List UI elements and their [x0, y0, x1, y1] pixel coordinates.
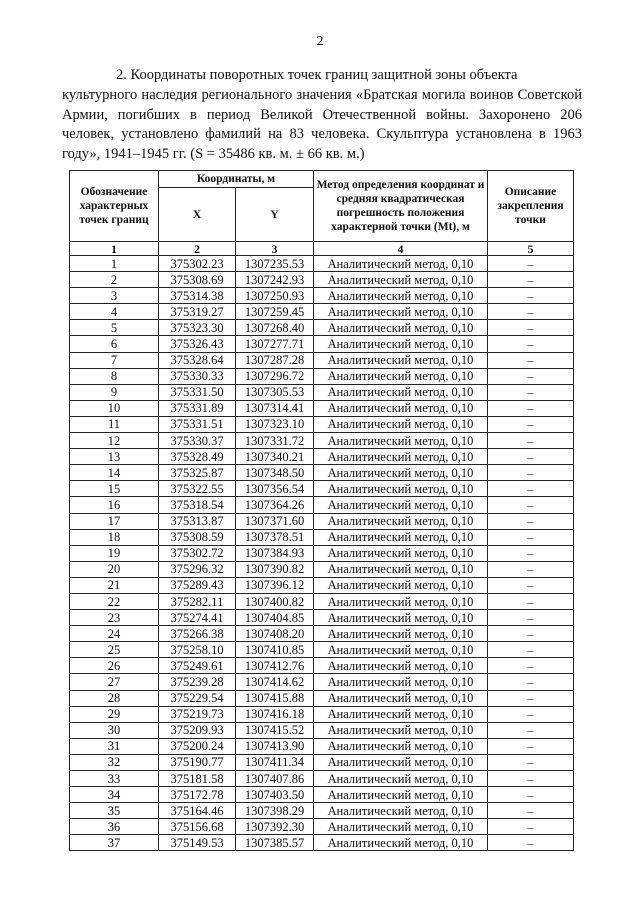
x-coordinate: 375314.38 — [159, 288, 236, 304]
method-cell: Аналитический метод, 0,10 — [314, 722, 488, 738]
table-row — [70, 819, 574, 835]
method-cell: Аналитический метод, 0,10 — [314, 352, 488, 368]
fixing-cell: – — [488, 513, 574, 529]
point-id: 36 — [70, 819, 159, 835]
method-cell: Аналитический метод, 0,10 — [314, 674, 488, 690]
x-coordinate: 375149.53 — [159, 835, 236, 851]
method-cell: Аналитический метод, 0,10 — [314, 384, 488, 400]
method-cell: Аналитический метод, 0,10 — [314, 738, 488, 754]
point-id: 33 — [70, 771, 159, 787]
x-coordinate: 375319.27 — [159, 304, 236, 320]
method-cell: Аналитический метод, 0,10 — [314, 272, 488, 288]
header-coordinates: Координаты, м — [159, 171, 314, 188]
point-id: 5 — [70, 320, 159, 336]
y-coordinate: 1307305.53 — [236, 384, 314, 400]
y-coordinate: 1307287.28 — [236, 352, 314, 368]
fixing-cell: – — [488, 787, 574, 803]
point-id: 24 — [70, 626, 159, 642]
y-coordinate: 1307242.93 — [236, 272, 314, 288]
table-row — [70, 400, 574, 416]
point-id: 20 — [70, 561, 159, 577]
x-coordinate: 375330.37 — [159, 433, 236, 449]
table-row — [70, 433, 574, 449]
method-cell: Аналитический метод, 0,10 — [314, 256, 488, 272]
table-row — [70, 706, 574, 722]
method-cell: Аналитический метод, 0,10 — [314, 465, 488, 481]
fixing-cell: – — [488, 497, 574, 513]
y-coordinate: 1307396.12 — [236, 577, 314, 593]
point-id: 2 — [70, 272, 159, 288]
method-cell: Аналитический метод, 0,10 — [314, 593, 488, 609]
point-id: 26 — [70, 658, 159, 674]
y-coordinate: 1307356.54 — [236, 481, 314, 497]
fixing-cell: – — [488, 256, 574, 272]
y-coordinate: 1307400.82 — [236, 593, 314, 609]
x-coordinate: 375308.69 — [159, 272, 236, 288]
table-row — [70, 787, 574, 803]
point-id: 28 — [70, 690, 159, 706]
table-row — [70, 481, 574, 497]
y-coordinate: 1307415.52 — [236, 722, 314, 738]
header-fixing: Описание закрепления точки — [488, 171, 574, 242]
point-id: 8 — [70, 368, 159, 384]
x-coordinate: 375302.23 — [159, 256, 236, 272]
fixing-cell: – — [488, 352, 574, 368]
table-row — [70, 465, 574, 481]
point-id: 7 — [70, 352, 159, 368]
point-id: 32 — [70, 754, 159, 770]
method-cell: Аналитический метод, 0,10 — [314, 433, 488, 449]
fixing-cell: – — [488, 304, 574, 320]
method-cell: Аналитический метод, 0,10 — [314, 529, 488, 545]
method-cell: Аналитический метод, 0,10 — [314, 835, 488, 851]
method-cell: Аналитический метод, 0,10 — [314, 513, 488, 529]
table-row — [70, 336, 574, 352]
fixing-cell: – — [488, 416, 574, 432]
table-row — [70, 288, 574, 304]
x-coordinate: 375164.46 — [159, 803, 236, 819]
method-cell: Аналитический метод, 0,10 — [314, 304, 488, 320]
fixing-cell: – — [488, 561, 574, 577]
y-coordinate: 1307410.85 — [236, 642, 314, 658]
table-row — [70, 771, 574, 787]
fixing-cell: – — [488, 320, 574, 336]
fixing-cell: – — [488, 722, 574, 738]
point-id: 13 — [70, 449, 159, 465]
x-coordinate: 375219.73 — [159, 706, 236, 722]
y-coordinate: 1307415.88 — [236, 690, 314, 706]
fixing-cell: – — [488, 272, 574, 288]
x-coordinate: 375325.87 — [159, 465, 236, 481]
y-coordinate: 1307404.85 — [236, 610, 314, 626]
y-coordinate: 1307407.86 — [236, 771, 314, 787]
y-coordinate: 1307385.57 — [236, 835, 314, 851]
x-coordinate: 375330.33 — [159, 368, 236, 384]
header-y: Y — [236, 188, 314, 242]
x-coordinate: 375331.51 — [159, 416, 236, 432]
fixing-cell: – — [488, 610, 574, 626]
method-cell: Аналитический метод, 0,10 — [314, 449, 488, 465]
fixing-cell: – — [488, 626, 574, 642]
fixing-cell: – — [488, 706, 574, 722]
method-cell: Аналитический метод, 0,10 — [314, 626, 488, 642]
x-coordinate: 375249.61 — [159, 658, 236, 674]
y-coordinate: 1307268.40 — [236, 320, 314, 336]
point-id: 11 — [70, 416, 159, 432]
point-id: 23 — [70, 610, 159, 626]
y-coordinate: 1307416.18 — [236, 706, 314, 722]
fixing-cell: – — [488, 400, 574, 416]
point-id: 31 — [70, 738, 159, 754]
y-coordinate: 1307398.29 — [236, 803, 314, 819]
x-coordinate: 375274.41 — [159, 610, 236, 626]
table-row — [70, 352, 574, 368]
fixing-cell: – — [488, 433, 574, 449]
y-coordinate: 1307378.51 — [236, 529, 314, 545]
fixing-cell: – — [488, 754, 574, 770]
y-coordinate: 1307390.82 — [236, 561, 314, 577]
point-id: 16 — [70, 497, 159, 513]
x-coordinate: 375258.10 — [159, 642, 236, 658]
method-cell: Аналитический метод, 0,10 — [314, 658, 488, 674]
point-id: 1 — [70, 256, 159, 272]
y-coordinate: 1307412.76 — [236, 658, 314, 674]
fixing-cell: – — [488, 738, 574, 754]
table-row — [70, 513, 574, 529]
x-coordinate: 375328.49 — [159, 449, 236, 465]
point-id: 4 — [70, 304, 159, 320]
fixing-cell: – — [488, 529, 574, 545]
y-coordinate: 1307413.90 — [236, 738, 314, 754]
method-cell: Аналитический метод, 0,10 — [314, 819, 488, 835]
point-id: 17 — [70, 513, 159, 529]
y-coordinate: 1307408.20 — [236, 626, 314, 642]
y-coordinate: 1307314.41 — [236, 400, 314, 416]
point-id: 15 — [70, 481, 159, 497]
method-cell: Аналитический метод, 0,10 — [314, 787, 488, 803]
table-row — [70, 626, 574, 642]
x-coordinate: 375302.72 — [159, 545, 236, 561]
method-cell: Аналитический метод, 0,10 — [314, 561, 488, 577]
x-coordinate: 375239.28 — [159, 674, 236, 690]
method-cell: Аналитический метод, 0,10 — [314, 690, 488, 706]
y-coordinate: 1307384.93 — [236, 545, 314, 561]
x-coordinate: 375282.11 — [159, 593, 236, 609]
column-number-row — [70, 242, 574, 256]
y-coordinate: 1307371.60 — [236, 513, 314, 529]
x-coordinate: 375181.58 — [159, 771, 236, 787]
method-cell: Аналитический метод, 0,10 — [314, 368, 488, 384]
point-id: 25 — [70, 642, 159, 658]
x-coordinate: 375289.43 — [159, 577, 236, 593]
fixing-cell: – — [488, 336, 574, 352]
method-cell: Аналитический метод, 0,10 — [314, 754, 488, 770]
y-coordinate: 1307411.34 — [236, 754, 314, 770]
column-number: 4 — [314, 242, 488, 256]
method-cell: Аналитический метод, 0,10 — [314, 400, 488, 416]
page-number: 2 — [316, 34, 324, 49]
section-heading — [62, 66, 582, 165]
x-coordinate: 375326.43 — [159, 336, 236, 352]
table-row — [70, 320, 574, 336]
x-coordinate: 375308.59 — [159, 529, 236, 545]
y-coordinate: 1307296.72 — [236, 368, 314, 384]
table-row — [70, 690, 574, 706]
table-row — [70, 497, 574, 513]
x-coordinate: 375266.38 — [159, 626, 236, 642]
fixing-cell: – — [488, 481, 574, 497]
y-coordinate: 1307392.30 — [236, 819, 314, 835]
point-id: 27 — [70, 674, 159, 690]
table-row — [70, 384, 574, 400]
column-number: 2 — [159, 242, 236, 256]
header-designation: Обозначение характерных точек границ — [70, 171, 159, 242]
point-id: 12 — [70, 433, 159, 449]
table-row — [70, 416, 574, 432]
y-coordinate: 1307414.62 — [236, 674, 314, 690]
fixing-cell: – — [488, 674, 574, 690]
method-cell: Аналитический метод, 0,10 — [314, 771, 488, 787]
fixing-cell: – — [488, 658, 574, 674]
table-row — [70, 642, 574, 658]
x-coordinate: 375200.24 — [159, 738, 236, 754]
method-cell: Аналитический метод, 0,10 — [314, 642, 488, 658]
point-id: 35 — [70, 803, 159, 819]
column-number: 1 — [70, 242, 159, 256]
y-coordinate: 1307364.26 — [236, 497, 314, 513]
method-cell: Аналитический метод, 0,10 — [314, 610, 488, 626]
table-row — [70, 674, 574, 690]
column-number: 3 — [236, 242, 314, 256]
fixing-cell: – — [488, 288, 574, 304]
table-row — [70, 304, 574, 320]
column-number: 5 — [488, 242, 574, 256]
fixing-cell: – — [488, 465, 574, 481]
point-id: 29 — [70, 706, 159, 722]
table-row — [70, 610, 574, 626]
y-coordinate: 1307277.71 — [236, 336, 314, 352]
point-id: 3 — [70, 288, 159, 304]
point-id: 14 — [70, 465, 159, 481]
method-cell: Аналитический метод, 0,10 — [314, 288, 488, 304]
fixing-cell: – — [488, 449, 574, 465]
method-cell: Аналитический метод, 0,10 — [314, 336, 488, 352]
method-cell: Аналитический метод, 0,10 — [314, 706, 488, 722]
coordinates-table — [69, 170, 574, 851]
y-coordinate: 1307403.50 — [236, 787, 314, 803]
table-row — [70, 256, 574, 272]
y-coordinate: 1307340.21 — [236, 449, 314, 465]
point-id: 37 — [70, 835, 159, 851]
fixing-cell: – — [488, 803, 574, 819]
table-row — [70, 368, 574, 384]
y-coordinate: 1307250.93 — [236, 288, 314, 304]
table-row — [70, 722, 574, 738]
x-coordinate: 375328.64 — [159, 352, 236, 368]
x-coordinate: 375156.68 — [159, 819, 236, 835]
fixing-cell: – — [488, 690, 574, 706]
method-cell: Аналитический метод, 0,10 — [314, 481, 488, 497]
y-coordinate: 1307331.72 — [236, 433, 314, 449]
header-x: X — [159, 188, 236, 242]
x-coordinate: 375331.89 — [159, 400, 236, 416]
x-coordinate: 375313.87 — [159, 513, 236, 529]
table-row — [70, 593, 574, 609]
header-method: Метод определения координат и средняя квадратическая погрешность положения характерной точки (Mt), м — [314, 171, 488, 242]
x-coordinate: 375190.77 — [159, 754, 236, 770]
table-row — [70, 738, 574, 754]
heading-line-1: 2. Координаты поворотных точек границ защитной зоны объекта — [116, 67, 518, 83]
point-id: 22 — [70, 593, 159, 609]
method-cell: Аналитический метод, 0,10 — [314, 803, 488, 819]
fixing-cell: – — [488, 368, 574, 384]
x-coordinate: 375323.30 — [159, 320, 236, 336]
y-coordinate: 1307259.45 — [236, 304, 314, 320]
point-id: 9 — [70, 384, 159, 400]
x-coordinate: 375322.55 — [159, 481, 236, 497]
y-coordinate: 1307235.53 — [236, 256, 314, 272]
fixing-cell: – — [488, 545, 574, 561]
table-row — [70, 272, 574, 288]
point-id: 18 — [70, 529, 159, 545]
point-id: 6 — [70, 336, 159, 352]
x-coordinate: 375209.93 — [159, 722, 236, 738]
method-cell: Аналитический метод, 0,10 — [314, 416, 488, 432]
point-id: 10 — [70, 400, 159, 416]
fixing-cell: – — [488, 835, 574, 851]
point-id: 30 — [70, 722, 159, 738]
x-coordinate: 375318.54 — [159, 497, 236, 513]
y-coordinate: 1307348.50 — [236, 465, 314, 481]
method-cell: Аналитический метод, 0,10 — [314, 320, 488, 336]
method-cell: Аналитический метод, 0,10 — [314, 497, 488, 513]
fixing-cell: – — [488, 593, 574, 609]
x-coordinate: 375229.54 — [159, 690, 236, 706]
table-row — [70, 529, 574, 545]
fixing-cell: – — [488, 642, 574, 658]
point-id: 19 — [70, 545, 159, 561]
heading-rest: культурного наследия регионального значения «Братская могила воинов Советской Армии, погибших в период Великой Отечественной войны. Захоронено 206 человек, установлено фамилий на 83 человека. Скульптура установлена в 1963 году», 1941–1945 гг. (S = 35486 кв. м. ± 66 кв. м.) — [62, 86, 582, 163]
table-row — [70, 754, 574, 770]
method-cell: Аналитический метод, 0,10 — [314, 545, 488, 561]
table-row — [70, 449, 574, 465]
table-row — [70, 835, 574, 851]
fixing-cell: – — [488, 771, 574, 787]
table-row — [70, 561, 574, 577]
point-id: 34 — [70, 787, 159, 803]
point-id: 21 — [70, 577, 159, 593]
table-row — [70, 545, 574, 561]
fixing-cell: – — [488, 384, 574, 400]
table-row — [70, 803, 574, 819]
x-coordinate: 375296.32 — [159, 561, 236, 577]
fixing-cell: – — [488, 819, 574, 835]
table-row — [70, 577, 574, 593]
table-row — [70, 658, 574, 674]
x-coordinate: 375331.50 — [159, 384, 236, 400]
fixing-cell: – — [488, 577, 574, 593]
y-coordinate: 1307323.10 — [236, 416, 314, 432]
method-cell: Аналитический метод, 0,10 — [314, 577, 488, 593]
x-coordinate: 375172.78 — [159, 787, 236, 803]
